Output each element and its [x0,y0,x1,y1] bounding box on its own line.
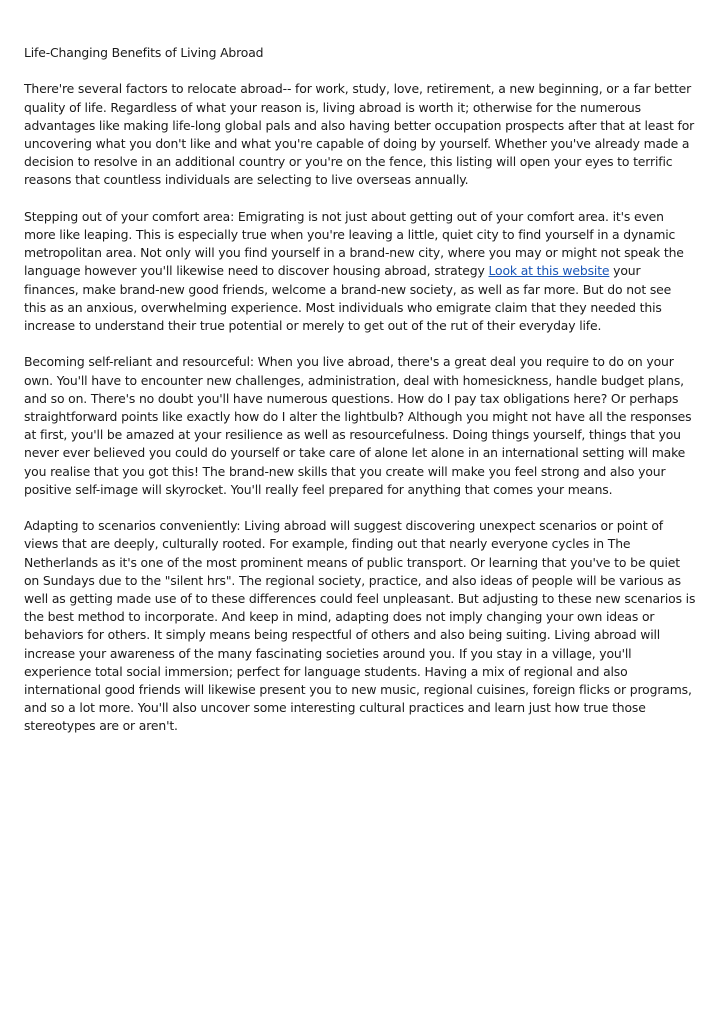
document-title: Life-Changing Benefits of Living Abroad [24,45,264,60]
document-body [24,44,696,754]
look-at-website-link[interactable]: Look at this website [488,263,610,279]
paragraph-adapting: Adapting to scenarios conveniently: Living abroad will suggest discovering unexpect scenarios or point of views that are deeply, culturally rooted. For example, finding out that nearly everyone cycles in The Netherlands as it's one of the most prominent means of public transport. Or learning that you've to be quiet on Sundays due to the "silent hrs". The regional society, practice, and also ideas of people will be various as well as getting made use of to these differences could feel unpleasant. But adjusting to these new scenarios is the best method to incorporate. And keep in mind, adapting does not imply changing your own ideas or behaviors for others. It simply means being respectful of others and also being suiting. Living abroad will increase your awareness of the many fascinating societies around you. If you stay in a village, you'll experience total social immersion; perfect for language students. Having a mix of regional and also international good friends will likewise present you to new music, regional cuisines, foreign flicks or programs, and so a lot more. You'll also uncover some interesting cultural practices and learn just how true those stereotypes are or aren't. [24,518,696,734]
paragraph-intro: There're several factors to relocate abroad-- for work, study, love, retirement, a new beginning, or a far better quality of life. Regardless of what your reason is, living abroad is worth it; otherwise for the numerous advantages like making life-long global pals and also having better occupation prospects after that at least for uncovering what you don't like and what you're capable of doing by yourself. Whether you've already made a decision to resolve in an additional country or you're on the fence, this listing will open your eyes to terrific reasons that countless individuals are selecting to live overseas annually. [24,81,695,188]
paragraph-text-before-link: Stepping out of your comfort area: Emigrating is not just about getting out of your comfort area. it's even more like leaping. This is especially true when you're leaving a little, quiet city to find yourself in a dynamic metropolitan area. Not only will you find yourself in a brand-new city, where you may or might not speak the language however you'll likewise need to discover housing abroad, strategy [24,208,684,279]
paragraph-self-reliant: Becoming self-reliant and resourceful: When you live abroad, there's a great deal you require to do on your own. You'll have to encounter new challenges, administration, deal with homesickness, handle budget plans, and so on. There's no doubt you'll have numerous questions. How do I pay tax obligations here? Or perhaps straightforward points like exactly how do I alter the lightbulb? Although you might not have all the responses at first, you'll be amazed at your resilience as well as resourcefulness. Doing things yourself, things that you never ever believed you could do yourself or take care of alone let alone in an international setting will make you realise that you got this! The brand-new skills that you create will make you feel strong and also your positive self-image will skyrocket. You'll really feel prepared for anything that comes your means. [24,354,692,497]
paragraph-text-after-link: your finances, make brand-new good friends, welcome a brand-new society, as well as far more. But do not see this as an anxious, overwhelming experience. Most individuals who emigrate claim that they needed this increase to understand their true potential or merely to get out of the rut of their everyday life. [24,263,672,334]
paragraph-comfort-area [24,208,696,335]
